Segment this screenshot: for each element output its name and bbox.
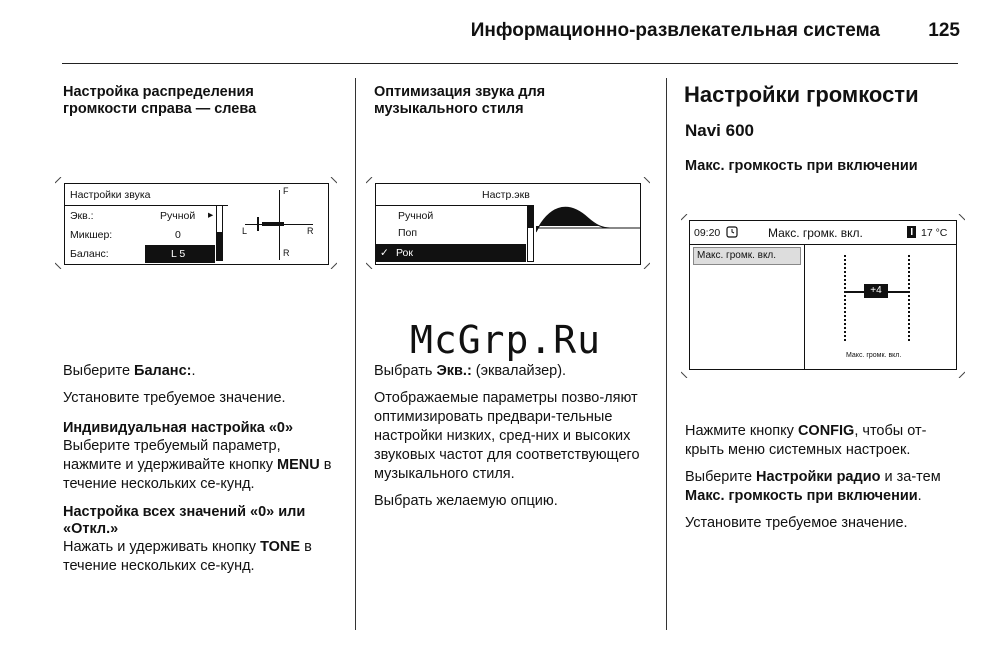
paragraph: Нажать и удерживать кнопку TONE в течение нескольких се-кунд.	[63, 539, 312, 574]
paragraph: Выбрать Экв.: (эквалайзер).	[374, 363, 567, 379]
col1-body	[63, 362, 335, 584]
balance-center-bar	[262, 222, 284, 226]
alarm-clock-icon	[726, 226, 738, 238]
paragraph: Установите требуемое значение.	[685, 515, 908, 531]
fader-label: Микшер:	[70, 229, 113, 241]
menu-item-max-volume[interactable]	[693, 247, 801, 265]
axis-rear-label: R	[283, 248, 290, 258]
equalizer-screen	[366, 177, 650, 269]
header-rule	[62, 63, 958, 64]
screen-title: Настр.экв	[482, 189, 530, 201]
scrollbar[interactable]	[527, 205, 534, 262]
balance-heading: Настройка распределения громкости справа — слева	[63, 84, 257, 117]
paragraph: Выберите Настройки радио и за-тем Макс. громкость при включении.	[685, 469, 941, 504]
thermometer-icon	[906, 225, 918, 239]
paragraph: Выбрать желаемую опцию.	[374, 493, 558, 509]
column-divider-1	[355, 78, 356, 630]
navi-model-heading: Navi 600	[685, 121, 754, 140]
eq-option-rock-label: Рок	[396, 247, 413, 259]
volume-caption: Макс. громк. вкл.	[846, 352, 902, 359]
axis-front-label: F	[283, 186, 289, 196]
paragraph: Установите требуемое значение.	[63, 390, 286, 406]
volume-scale-left	[844, 255, 846, 341]
column-divider-2	[666, 78, 667, 630]
paragraph: Выберите требуемый параметр, нажмите и удерживайте кнопку MENU в течение нескольких се-кунд.	[63, 438, 332, 492]
eq-value[interactable]: Ручной	[160, 210, 196, 222]
menu-item-label: Макс. громк. вкл.	[697, 250, 777, 261]
paragraph: Выберите Баланс:.	[63, 363, 196, 379]
watermark: McGrp.Ru	[410, 318, 602, 362]
clock: 09:20	[694, 227, 721, 239]
page-number: 125	[928, 20, 960, 41]
volume-scale-right	[908, 255, 910, 341]
sound-settings-screen	[55, 177, 337, 269]
eq-curve	[536, 198, 640, 262]
arrow-right-icon: ▸	[208, 209, 214, 221]
check-icon: ✓	[380, 247, 389, 259]
eq-option-manual[interactable]: Ручной	[398, 210, 434, 222]
eq-option-rock[interactable]	[376, 244, 526, 262]
fader-value[interactable]: 0	[175, 229, 181, 241]
balance-value: L 5	[171, 248, 186, 260]
zero-setting-heading: Индивидуальная настройка «0»	[63, 420, 294, 436]
volume-settings-heading: Настройки громкости	[684, 82, 919, 107]
col3-body	[685, 422, 957, 541]
balance-value-highlight[interactable]	[145, 245, 215, 263]
axis-right-label: R	[307, 226, 314, 236]
paragraph: Нажмите кнопку CONFIG, чтобы от-крыть меню системных настроек.	[685, 423, 927, 458]
eq-option-pop[interactable]: Поп	[398, 227, 418, 239]
volume-value-slider[interactable]: +4	[864, 284, 888, 298]
temperature: 17 °C	[921, 227, 948, 239]
screen-title: Макс. громк. вкл.	[768, 226, 863, 240]
axis-left-label: L	[242, 226, 248, 236]
balance-marker	[257, 217, 259, 231]
balance-label: Баланс:	[70, 248, 109, 260]
running-header-title: Информационно-развлекательная система	[470, 20, 880, 41]
screen-title: Настройки звука	[70, 189, 151, 201]
navi-screen	[681, 214, 965, 378]
col2-body	[374, 362, 646, 519]
scrollbar[interactable]	[216, 205, 223, 261]
all-zero-heading: Настройка всех значений «0» или «Откл.»	[63, 504, 306, 537]
eq-label: Экв.:	[70, 210, 94, 222]
eq-heading: Оптимизация звука для музыкального стиля	[374, 84, 546, 117]
paragraph: Отображаемые параметры позво-ляют оптимизировать предвари-тельные настройки низких, сред-них и высоких звуковых частот для соответствующего музыкального стиля.	[374, 390, 640, 482]
max-startup-volume-heading: Макс. громкость при включении	[685, 158, 918, 174]
